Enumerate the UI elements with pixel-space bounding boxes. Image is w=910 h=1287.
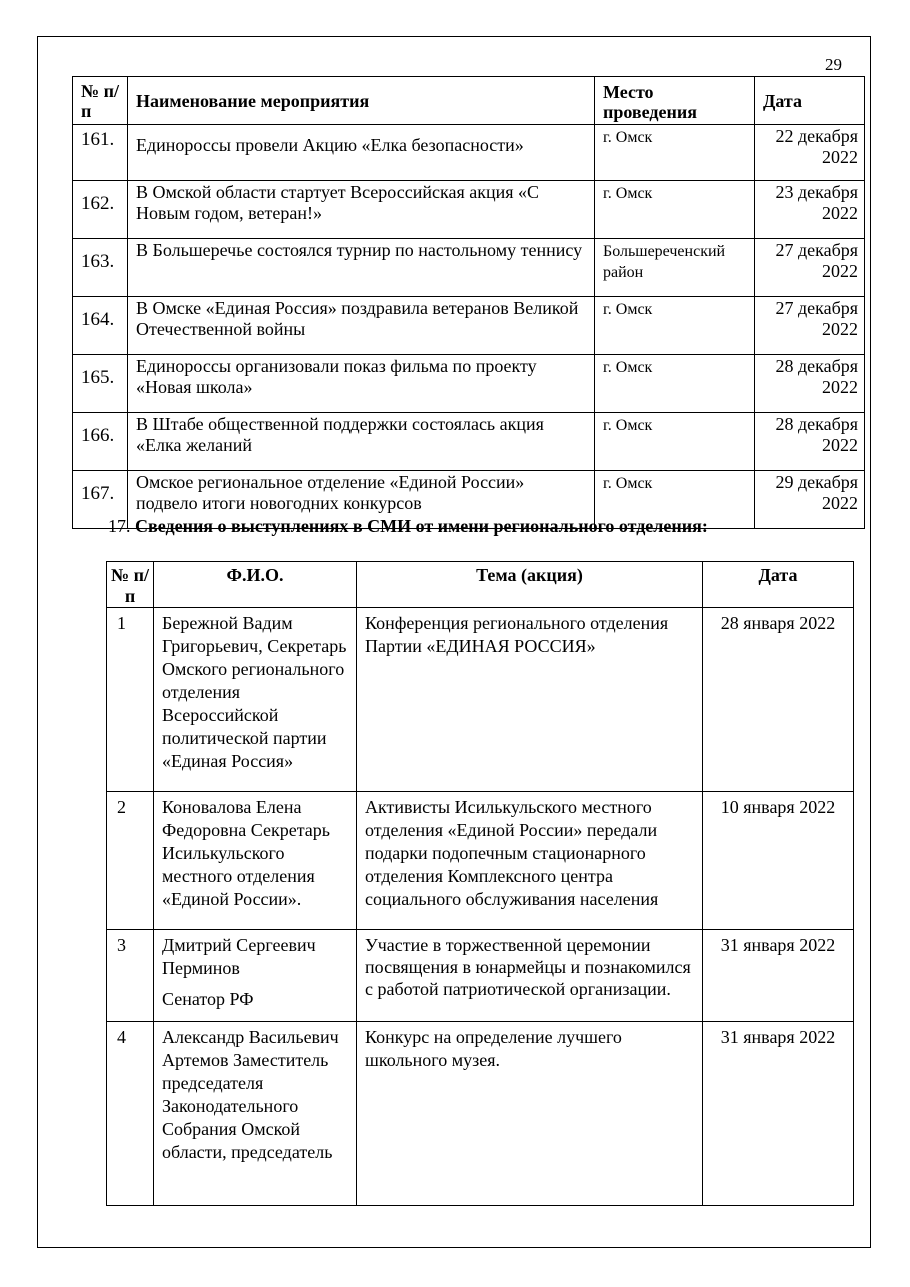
row-num: 3 [107,930,154,1022]
header-fio: Ф.И.О. [154,562,357,608]
row-place: г. Омск [595,471,755,529]
events-table [72,76,865,529]
row-name: Единороссы провели Акцию «Елка безопасности» [128,125,595,181]
header-date: Дата [755,77,865,125]
row-num: 167. [73,471,128,529]
row-place: г. Омск [595,181,755,239]
table-row [107,1022,854,1206]
row-name: В Омске «Единая Россия» поздравила ветеранов Великой Отечественной войны [128,297,595,355]
row-num: 163. [73,239,128,297]
table-row [107,930,854,1022]
page-number: 29 [825,55,842,74]
table-row [107,792,854,930]
row-num: 1 [107,608,154,792]
row-date: 27 декабря 2022 [755,297,865,355]
row-num: 4 [107,1022,154,1206]
row-place: г. Омск [595,413,755,471]
header-num: № п/п [107,562,154,608]
section-title: Сведения о выступлениях в СМИ от имени регионального отделения: [135,516,708,536]
table-row [73,181,865,239]
row-fio: Александр Васильевич Артемов Заместитель председателя Законодательного Собрания Омской области, председатель [154,1022,357,1206]
row-num: 166. [73,413,128,471]
row-place: Большереченский район [595,239,755,297]
table-row [73,125,865,181]
table-header-row [73,77,865,125]
row-topic: Конкурс на определение лучшего школьного музея. [357,1022,703,1206]
header-place: Место проведения [595,77,755,125]
row-fio-cell [154,930,357,1022]
header-date: Дата [703,562,854,608]
row-place: г. Омск [595,297,755,355]
header-name: Наименование мероприятия [128,77,595,125]
table-row [107,608,854,792]
row-name: В Большеречье состоялся турнир по настольному теннису [128,239,595,297]
row-date: 31 января 2022 [703,930,854,1022]
row-topic: Участие в торжественной церемонии посвящения в юнармейцы и познакомился с работой патриотической организации. [357,930,703,1022]
row-date: 22 декабря 2022 [755,125,865,181]
row-date: 10 января 2022 [703,792,854,930]
table-row [73,297,865,355]
table-row [73,413,865,471]
table-row [73,355,865,413]
row-place: г. Омск [595,125,755,181]
row-fio: Дмитрий Сергеевич Перминов [162,935,316,978]
header-num: № п/п [73,77,128,125]
row-date: 28 января 2022 [703,608,854,792]
row-fio: Коновалова Елена Федоровна Секретарь Исилькульского местного отделения «Единой России». [154,792,357,930]
row-name: В Штабе общественной поддержки состоялась акция «Елка желаний [128,413,595,471]
row-num: 161. [73,125,128,181]
row-topic: Активисты Исилькульского местного отделения «Единой России» передали подарки подопечным стационарного отделения Комплексного центра социального обслуживания населения [357,792,703,930]
section-number: 17. [108,516,131,536]
row-date: 29 декабря 2022 [755,471,865,529]
row-topic: Конференция регионального отделения Партии «ЕДИНАЯ РОССИЯ» [357,608,703,792]
row-name: Омское региональное отделение «Единой России» подвело итоги новогодних конкурсов [128,471,595,529]
media-table [106,561,854,1206]
row-name: Единороссы организовали показ фильма по проекту «Новая школа» [128,355,595,413]
header-topic: Тема (акция) [357,562,703,608]
row-num: 164. [73,297,128,355]
row-num: 162. [73,181,128,239]
row-date: 27 декабря 2022 [755,239,865,297]
section-heading [108,516,708,537]
table-header-row [107,562,854,608]
row-place: г. Омск [595,355,755,413]
row-date: 28 декабря 2022 [755,413,865,471]
table-row [73,239,865,297]
row-name: В Омской области стартует Всероссийская акция «С Новым годом, ветеран!» [128,181,595,239]
row-date: 23 декабря 2022 [755,181,865,239]
row-num: 2 [107,792,154,930]
row-num: 165. [73,355,128,413]
row-fio-extra: Сенатор РФ [162,989,254,1009]
row-fio: Бережной Вадим Григорьевич, Секретарь Омского регионального отделения Всероссийской политической партии «Единая Россия» [154,608,357,792]
row-date: 31 января 2022 [703,1022,854,1206]
row-date: 28 декабря 2022 [755,355,865,413]
